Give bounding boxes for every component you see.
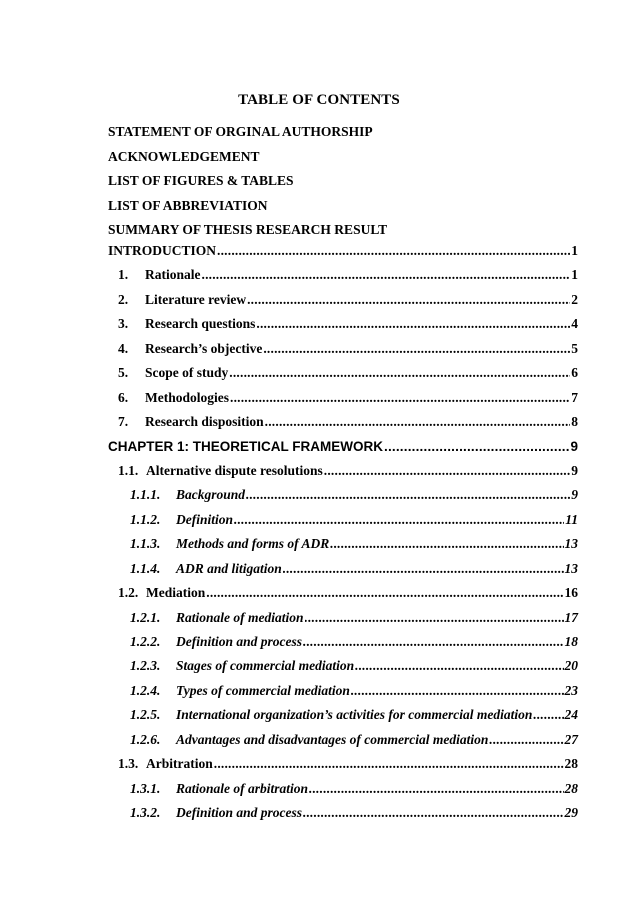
toc-entry-number: 1.2.2. bbox=[130, 634, 161, 649]
toc-dot-leader bbox=[489, 732, 563, 748]
toc-entry-label: ADR and litigation bbox=[176, 560, 282, 576]
toc-entry-page-number: 2 bbox=[571, 291, 578, 307]
toc-entry bbox=[108, 463, 578, 487]
toc-dot-leader bbox=[533, 707, 563, 723]
toc-entry-page-number: 9 bbox=[571, 462, 578, 478]
front-matter-item: STATEMENT OF ORGINAL AUTHORSHIP bbox=[108, 124, 373, 139]
toc-entry bbox=[108, 439, 578, 463]
toc-dot-leader bbox=[303, 805, 563, 821]
toc-entry bbox=[108, 390, 578, 414]
toc-entry bbox=[108, 634, 578, 658]
toc-entry-label: Background bbox=[176, 487, 246, 503]
toc-entry-page-number: 17 bbox=[564, 609, 578, 625]
toc-entry-label: INTRODUCTION bbox=[108, 243, 217, 258]
toc-entry-page-number: 24 bbox=[564, 707, 578, 723]
toc-entry-label: Types of commercial mediation bbox=[176, 682, 350, 698]
toc-entry-page-number: 28 bbox=[564, 780, 578, 796]
toc-entry bbox=[108, 658, 578, 682]
toc-entry-list bbox=[108, 243, 578, 830]
toc-entry-page-number: 1 bbox=[571, 267, 578, 283]
toc-entry-page-number: 9 bbox=[570, 438, 578, 454]
front-matter-list bbox=[108, 124, 578, 247]
toc-entry-page-number: 20 bbox=[564, 658, 578, 674]
toc-entry bbox=[108, 561, 578, 585]
toc-entry-label: Research disposition bbox=[145, 414, 264, 430]
toc-entry-page-number: 27 bbox=[564, 731, 578, 747]
toc-entry-label: Mediation bbox=[146, 585, 206, 601]
toc-entry-label: Definition and process bbox=[176, 805, 303, 821]
toc-entry-label: Definition and process bbox=[176, 634, 303, 649]
toc-entry-label: International organization’s activities for commercial mediation bbox=[176, 707, 533, 723]
toc-entry-page-number: 4 bbox=[571, 316, 578, 332]
toc-entry-page-number: 1 bbox=[571, 243, 578, 258]
toc-entry bbox=[108, 683, 578, 707]
toc-dot-leader bbox=[384, 439, 569, 455]
front-matter-item: SUMMARY OF THESIS RESEARCH RESULT bbox=[108, 222, 388, 237]
toc-entry-number: 1. bbox=[118, 267, 129, 283]
toc-entry bbox=[108, 365, 578, 389]
toc-dot-leader bbox=[355, 658, 563, 674]
toc-entry bbox=[108, 316, 578, 340]
toc-entry-label: Research questions bbox=[145, 316, 256, 332]
toc-dot-leader bbox=[265, 414, 571, 430]
toc-entry-number: 7. bbox=[118, 414, 129, 430]
toc-entry-number: 1.2.4. bbox=[130, 682, 161, 698]
toc-entry-label: Alternative dispute resolutions bbox=[146, 462, 323, 478]
toc-entry bbox=[108, 536, 578, 560]
toc-entry-number: 1.3. bbox=[118, 756, 139, 772]
toc-entry bbox=[108, 732, 578, 756]
page-title: TABLE OF CONTENTS bbox=[238, 92, 400, 108]
front-matter-item: LIST OF FIGURES & TABLES bbox=[108, 173, 294, 188]
toc-dot-leader bbox=[256, 316, 570, 332]
toc-entry bbox=[108, 610, 578, 634]
toc-entry-label: Advantages and disadvantages of commercial mediation bbox=[176, 731, 489, 747]
toc-entry-label: Methods and forms of ADR bbox=[176, 536, 330, 552]
toc-entry-page-number: 13 bbox=[564, 536, 578, 552]
toc-entry bbox=[108, 487, 578, 511]
toc-entry bbox=[108, 805, 578, 829]
toc-entry bbox=[108, 267, 578, 291]
toc-dot-leader bbox=[305, 610, 564, 626]
toc-entry-page-number: 5 bbox=[571, 340, 578, 356]
toc-entry-page-number: 29 bbox=[564, 805, 578, 821]
toc-entry-label: CHAPTER 1: THEORETICAL FRAMEWORK bbox=[108, 438, 383, 454]
toc-entry-page-number: 18 bbox=[564, 634, 578, 649]
toc-entry-label: Rationale of arbitration bbox=[176, 780, 309, 796]
toc-entry-number: 1.2.6. bbox=[130, 731, 161, 747]
toc-entry-number: 1.3.1. bbox=[130, 780, 161, 796]
toc-entry-page-number: 7 bbox=[571, 389, 578, 405]
toc-dot-leader bbox=[206, 585, 563, 601]
toc-entry bbox=[108, 341, 578, 365]
toc-entry bbox=[108, 781, 578, 805]
toc-entry bbox=[108, 512, 578, 536]
toc-dot-leader bbox=[351, 683, 564, 699]
toc-entry-label: Scope of study bbox=[145, 365, 229, 381]
toc-entry-number: 6. bbox=[118, 389, 129, 405]
toc-entry-number: 1.3.2. bbox=[130, 805, 161, 821]
toc-entry-page-number: 9 bbox=[571, 487, 578, 503]
toc-entry-page-number: 16 bbox=[564, 585, 578, 601]
front-matter-item: ACKNOWLEDGEMENT bbox=[108, 148, 260, 164]
toc-entry bbox=[108, 707, 578, 731]
toc-entry-number: 1.1.1. bbox=[130, 487, 161, 503]
toc-entry-page-number: 11 bbox=[565, 511, 578, 527]
toc-entry-number: 1.2.5. bbox=[130, 707, 161, 723]
toc-dot-leader bbox=[234, 512, 564, 528]
toc-dot-leader bbox=[247, 292, 570, 308]
toc-entry-number: 1.1.2. bbox=[130, 511, 161, 527]
toc-entry-number: 1.2. bbox=[118, 585, 139, 601]
toc-entry-number: 1.1. bbox=[118, 462, 139, 478]
front-matter-item: LIST OF ABBREVIATION bbox=[108, 197, 268, 213]
toc-entry-number: 1.2.1. bbox=[130, 609, 161, 625]
toc-entry-label: Stages of commercial mediation bbox=[176, 658, 355, 674]
toc-dot-leader bbox=[324, 463, 570, 479]
toc-entry-number: 1.2.3. bbox=[130, 658, 161, 674]
toc-entry-number: 1.1.4. bbox=[130, 560, 161, 576]
toc-dot-leader bbox=[309, 781, 563, 797]
toc-entry-number: 3. bbox=[118, 316, 129, 332]
toc-entry-number: 2. bbox=[118, 291, 129, 307]
toc-entry bbox=[108, 585, 578, 609]
toc-entry-label: Rationale of mediation bbox=[176, 609, 304, 625]
toc-entry bbox=[108, 756, 578, 780]
toc-dot-leader bbox=[283, 561, 564, 577]
toc-entry-label: Definition bbox=[176, 511, 234, 527]
toc-entry bbox=[108, 292, 578, 316]
toc-dot-leader bbox=[246, 487, 570, 503]
toc-entry-number: 1.1.3. bbox=[130, 536, 161, 552]
toc-entry-label: Methodologies bbox=[145, 389, 229, 405]
toc-entry-number: 5. bbox=[118, 365, 129, 381]
toc-dot-leader bbox=[214, 756, 564, 772]
toc-dot-leader bbox=[330, 536, 563, 552]
toc-entry-page-number: 8 bbox=[571, 414, 578, 430]
toc-dot-leader bbox=[217, 243, 570, 259]
toc-dot-leader bbox=[263, 341, 570, 357]
toc-entry bbox=[108, 243, 578, 267]
toc-dot-leader bbox=[230, 390, 570, 406]
toc-entry-label: Arbitration bbox=[146, 756, 213, 772]
toc-dot-leader bbox=[229, 365, 570, 381]
toc-entry-page-number: 13 bbox=[564, 560, 578, 576]
toc-entry-label: Rationale bbox=[145, 267, 201, 283]
toc-entry-label: Research’s objective bbox=[145, 340, 263, 356]
toc-dot-leader bbox=[303, 634, 563, 650]
toc-entry-page-number: 23 bbox=[564, 682, 578, 698]
toc-dot-leader bbox=[202, 267, 571, 283]
toc-entry bbox=[108, 414, 578, 438]
toc-entry-number: 4. bbox=[118, 340, 129, 356]
toc-entry-page-number: 28 bbox=[564, 756, 578, 772]
toc-entry-page-number: 6 bbox=[571, 365, 578, 381]
toc-entry-label: Literature review bbox=[145, 291, 247, 307]
